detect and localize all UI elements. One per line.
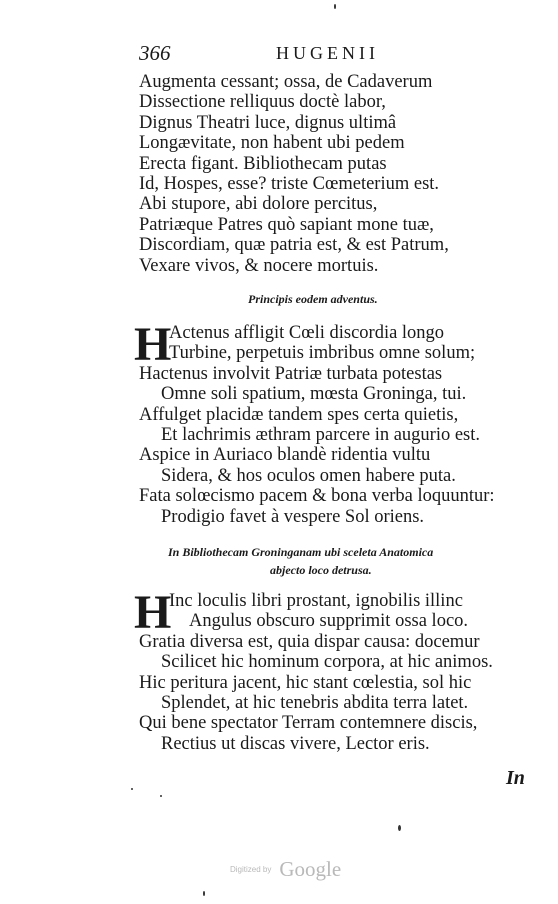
verse-line: Angulus obscuro supprimit ossa loco. [189,611,469,632]
verse-line: Et lachrimis æthram parcere in augurio est. [161,425,481,446]
drop-cap: H [134,318,172,371]
verse-line: Scilicet hic hominum corpora, at hic animos. [161,652,493,673]
verse-line: Prodigio favet à vespere Sol oriens. [161,506,425,527]
poem-title-continued: abjecto loco detrusa. [270,563,372,577]
verse-line: Augmenta cessant; ossa, de Cadaverum [139,72,433,92]
scan-speck [131,788,133,790]
verse-line: Vexare vivos, & nocere mortuis. [139,255,379,276]
verse-line: Abi stupore, abi dolore percitus, [139,194,378,215]
verse-line: Sidera, & hos oculos omen habere puta. [161,465,456,486]
poem-principis-adventus [139,323,539,527]
page-number: 366 [139,41,171,65]
scan-speck [160,795,162,797]
poem-title: In Bibliothecam Groninganam ubi sceleta Anatomica [168,545,434,559]
google-logo: Google [279,857,342,881]
poem-title: Principis eodem adventus. [248,292,378,306]
verse-line: Rectius ut discas vivere, Lector eris. [161,733,430,754]
verse-line: Erecta figant. Bibliothecam putas [139,153,387,174]
verse-line: Hic peritura jacent, hic stant cœlestia, sol hic [139,672,472,693]
watermark-caption: Digitized by [230,865,272,874]
scan-speck [398,825,401,831]
verse-line: Qui bene spectator Terram contemnere discis, [139,713,478,734]
verse-line: Dissectione relliquus doctè labor, [139,92,386,113]
digitization-watermark [230,857,341,882]
catchword: In [506,767,525,789]
verse-line: Affulget placidæ tandem spes certa quietis, [139,404,459,425]
verse-line: Discordiam, quæ patria est, & est Patrum, [139,235,449,256]
verse-line: Gratia diversa est, quia dispar causa: docemur [139,631,480,652]
verse-line: Dignus Theatri luce, dignus ultimâ [139,112,397,133]
verse-line: Omne soli spatium, mœsta Groninga, tui. [161,384,467,405]
verse-line: Fata solœcismo pacem & bona verba loquuntur: [139,486,495,507]
page-header [139,41,539,69]
verse-line: Actenus affligit Cœli discordia longo [169,323,445,343]
scan-speck [334,4,336,9]
verse-line: Hactenus involvit Patriæ turbata potestas [139,363,443,384]
scan-speck [203,891,205,896]
verse-line: Inc loculis libri prostant, ignobilis illinc [169,591,463,611]
drop-cap: H [134,586,172,639]
verse-line: Splendet, at hic tenebris abdita terra latet. [161,693,469,714]
verse-line: Longævitate, non habent ubi pedem [139,133,405,154]
verse-line: Aspice in Auriaco blandè ridentia vultu [139,445,431,466]
verse-line: Turbine, perpetuis imbribus omne solum; [169,343,476,364]
verse-line: Patriæque Patres quò sapiant mone tuæ, [139,214,434,235]
running-head: HUGENII [276,43,379,63]
verse-line: Id, Hospes, esse? triste Cœmeterium est. [139,174,440,195]
poem-continuation [139,72,539,276]
poem-bibliotheca-groningana [139,591,539,754]
